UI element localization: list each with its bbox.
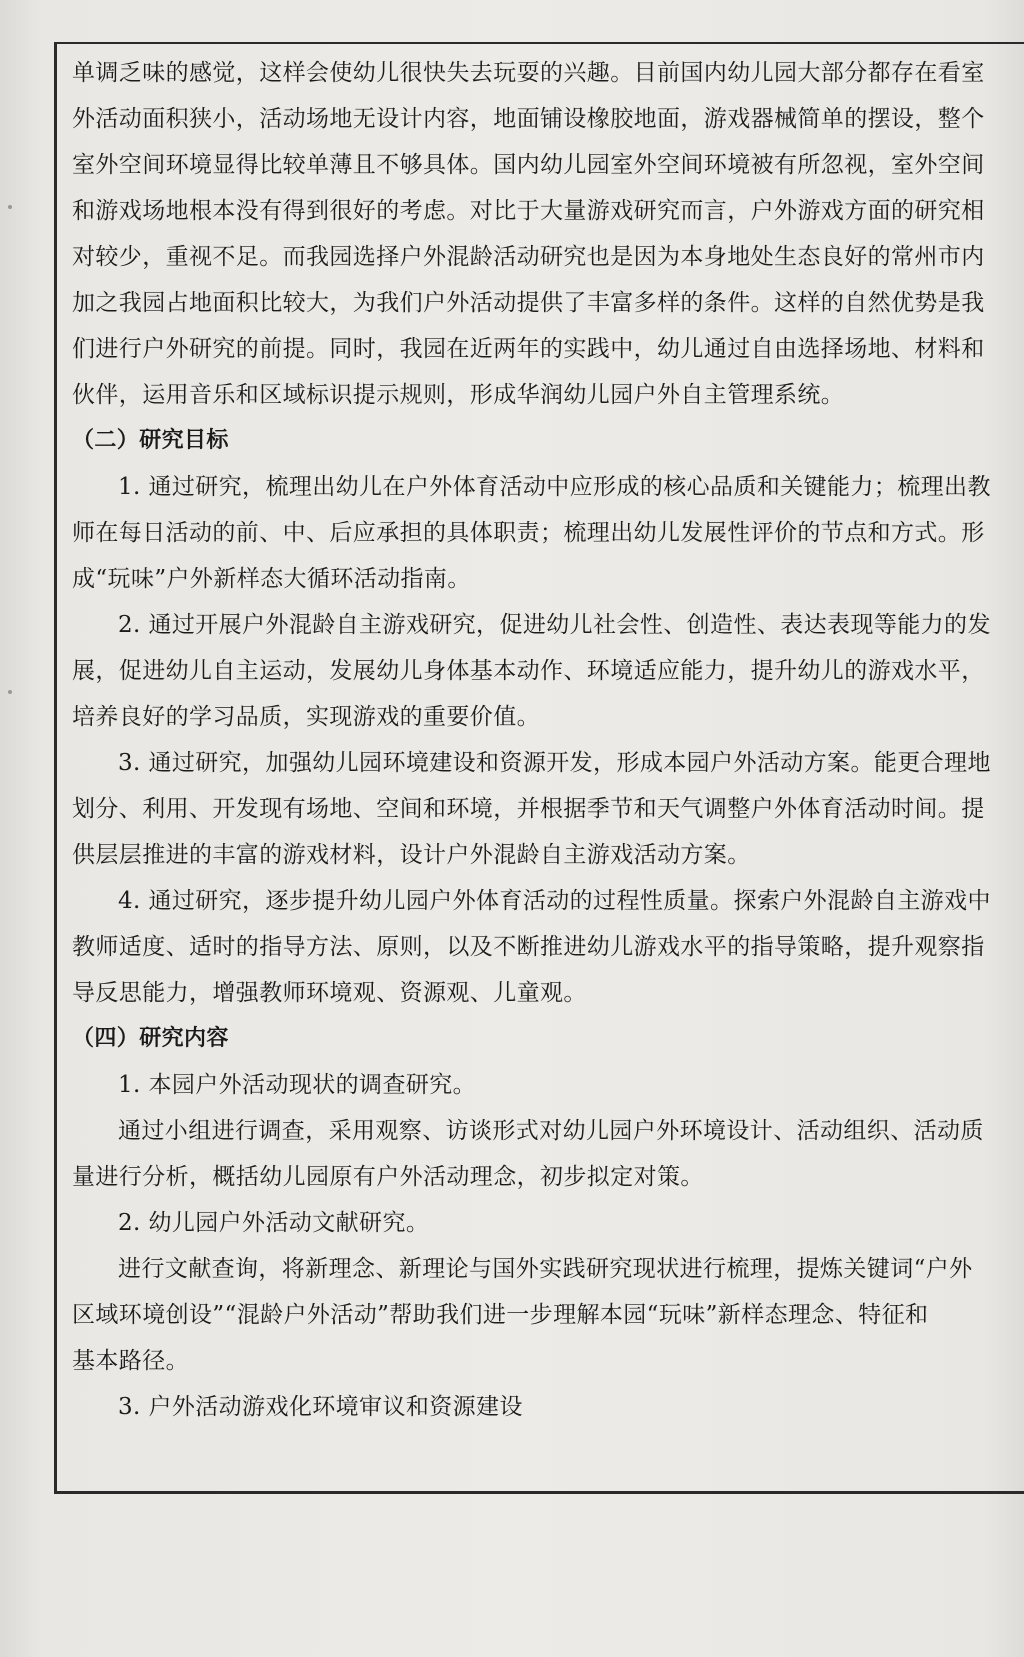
text-line: 量进行分析，概括幼儿园原有户外活动理念，初步拟定对策。 [72,1164,704,1190]
text-line: 区域环境创设”“混龄户外活动”帮助我们进一步理解本园“玩味”新样态理念、特征和 [72,1302,929,1328]
text-line: 4. 通过研究，逐步提升幼儿园户外体育活动的过程性质量。探索户外混龄自主游戏中 [118,888,991,914]
text-line: 导反思能力，增强教师环境观、资源观、儿童观。 [72,980,587,1006]
text-line: 单调乏味的感觉，这样会使幼儿很快失去玩耍的兴趣。目前国内幼儿园大部分都存在看室 [72,60,985,86]
text-line: 对较少，重视不足。而我园选择户外混龄活动研究也是因为本身地处生态良好的常州市内 [72,244,985,270]
text-line: 1. 通过研究，梳理出幼儿在户外体育活动中应形成的核心品质和关键能力；梳理出教 [118,474,991,500]
text-line: 2. 通过开展户外混龄自主游戏研究，促进幼儿社会性、创造性、表达表现等能力的发 [118,612,991,638]
text-line: 1. 本园户外活动现状的调查研究。 [118,1072,477,1098]
text-line: 进行文献查询，将新理念、新理论与国外实践研究现状进行梳理，提炼关键词“户外 [118,1256,973,1282]
text-line: 3. 户外活动游戏化环境审议和资源建设 [118,1394,523,1420]
text-line: 伙伴，运用音乐和区域标识提示规则，形成华润幼儿园户外自主管理系统。 [72,382,845,408]
text-line: 成“玩味”户外新样态大循环活动指南。 [72,566,471,592]
text-line: 师在每日活动的前、中、后应承担的具体职责；梳理出幼儿发展性评价的节点和方式。形 [72,520,985,546]
text-line: 室外空间环境显得比较单薄且不够具体。国内幼儿园室外空间环境被有所忽视，室外空间 [72,152,985,178]
text-line: 展，促进幼儿自主运动，发展幼儿身体基本动作、环境适应能力，提升幼儿的游戏水平， [72,658,985,684]
text-line: 3. 通过研究，加强幼儿园环境建设和资源开发，形成本园户外活动方案。能更合理地 [118,750,991,776]
text-line: 通过小组进行调查，采用观察、访谈形式对幼儿园户外环境设计、活动组织、活动质 [118,1118,984,1144]
scan-speck [8,205,12,209]
text-line: 划分、利用、开发现有场地、空间和环境，并根据季节和天气调整户外体育活动时间。提 [72,796,985,822]
text-line: 加之我园占地面积比较大，为我们户外活动提供了丰富多样的条件。这样的自然优势是我 [72,290,985,316]
scan-speck [8,690,12,694]
section-heading: （二）研究目标 [72,428,229,453]
document-body [72,50,1024,1430]
text-line: 2. 幼儿园户外活动文献研究。 [118,1210,430,1236]
text-line: 供层层推进的丰富的游戏材料，设计户外混龄自主游戏活动方案。 [72,842,751,868]
section-heading: （四）研究内容 [72,1026,229,1051]
text-line: 基本路径。 [72,1348,189,1374]
text-line: 和游戏场地根本没有得到很好的考虑。对比于大量游戏研究而言，户外游戏方面的研究相 [72,198,985,224]
text-line: 培养良好的学习品质，实现游戏的重要价值。 [72,704,540,730]
text-line: 们进行户外研究的前提。同时，我园在近两年的实践中，幼儿通过自由选择场地、材料和 [72,336,985,362]
text-line: 外活动面积狭小，活动场地无设计内容，地面铺设橡胶地面，游戏器械简单的摆设，整个 [72,106,985,132]
text-line: 教师适度、适时的指导方法、原则，以及不断推进幼儿游戏水平的指导策略，提升观察指 [72,934,985,960]
